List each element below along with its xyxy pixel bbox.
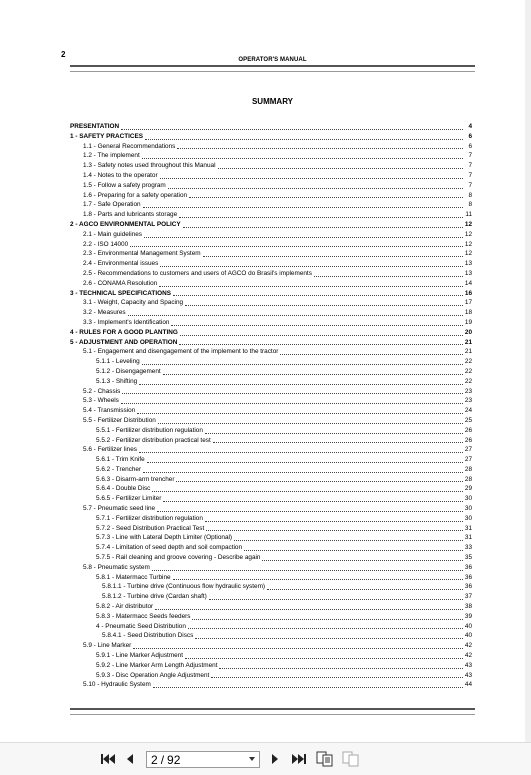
toc-entry-page: 30 <box>464 495 472 503</box>
toc-entry-label: 5.6.1 - Trim Knife <box>96 456 145 464</box>
table-of-contents <box>70 122 472 690</box>
toc-entry <box>70 651 472 661</box>
footer-rule <box>70 708 475 715</box>
toc-leader-dots <box>179 344 463 345</box>
toc-entry-label: 5.6.3 - Disarm-arm trencher <box>96 475 175 483</box>
toc-entry-page: 42 <box>464 642 472 650</box>
toc-entry <box>70 132 472 142</box>
toc-entry-page: 35 <box>464 554 472 562</box>
toc-entry <box>70 426 472 436</box>
toc-leader-dots <box>128 315 463 316</box>
toc-leader-dots <box>160 178 463 179</box>
toc-entry-page: 36 <box>464 583 472 591</box>
toc-entry <box>70 641 472 651</box>
toc-entry <box>70 582 472 592</box>
toc-leader-dots <box>209 599 463 600</box>
toc-entry <box>70 671 472 681</box>
toc-entry-label: 5.8.4.1 - Seed Distribution Discs <box>102 632 194 640</box>
toc-entry <box>70 298 472 308</box>
toc-leader-dots <box>180 335 463 336</box>
toc-entry-label: 5.1 - Engagement and disengagement of the implement to the tractor <box>83 348 279 356</box>
toc-entry-label: 5.2 - Chassis <box>83 387 121 395</box>
toc-leader-dots <box>173 579 463 580</box>
toc-entry-page: 30 <box>464 505 472 513</box>
toc-leader-dots <box>218 168 463 169</box>
toc-entry-page: 31 <box>464 524 472 532</box>
toc-entry-page: 27 <box>464 446 472 454</box>
toc-entry-label: 2.2 - ISO 14000 <box>83 240 129 248</box>
chevron-down-icon[interactable] <box>249 757 255 761</box>
toc-entry <box>70 269 472 279</box>
toc-leader-dots <box>143 472 463 473</box>
toc-entry-label: 2.6 - CONAMA Resolution <box>83 279 158 287</box>
toc-entry-page: 12 <box>464 220 472 228</box>
toc-entry-label: 3 - TECHNICAL SPECIFICATIONS <box>70 289 171 297</box>
toc-leader-dots <box>206 530 463 531</box>
toc-entry-label: 2.5 - Recommendations to customers and users of AGCO do Brasil's implements <box>83 269 312 277</box>
toc-entry-page: 25 <box>464 416 472 424</box>
toc-entry <box>70 181 472 191</box>
toc-entry <box>70 279 472 289</box>
toc-entry-label: 5.8 - Pneumatic system <box>83 563 150 571</box>
toc-entry-page: 26 <box>464 426 472 434</box>
toc-entry <box>70 612 472 622</box>
toc-leader-dots <box>152 491 463 492</box>
current-page-number[interactable]: 2 <box>151 752 158 767</box>
toc-entry-label: 5.5.1 - Fertilizer distribution regulation <box>96 426 203 434</box>
toc-entry <box>70 553 472 563</box>
toc-entry-label: 3.2 - Measures <box>83 309 126 317</box>
toc-leader-dots <box>142 158 463 159</box>
toc-entry-page: 28 <box>464 465 472 473</box>
toc-entry <box>70 240 472 250</box>
toc-entry-label: 2.3 - Environmental Management System <box>83 250 201 258</box>
toc-entry-label: 4 - RULES FOR A GOOD PLANTING <box>70 328 178 336</box>
toc-leader-dots <box>159 286 463 287</box>
toc-leader-dots <box>160 266 463 267</box>
toc-leader-dots <box>314 276 463 277</box>
toc-entry-label: 5.7.1 - Fertilizer distribution regulation <box>96 514 203 522</box>
toc-entry-page: 30 <box>464 514 472 522</box>
toc-entry-page: 18 <box>464 309 472 317</box>
toc-entry <box>70 191 472 201</box>
toc-entry <box>70 347 472 357</box>
toc-entry-page: 19 <box>464 318 472 326</box>
toc-leader-dots <box>121 129 463 130</box>
vertical-scrollbar[interactable] <box>525 0 531 742</box>
toc-entry-page: 26 <box>464 436 472 444</box>
toc-leader-dots <box>195 638 463 639</box>
toc-entry-label: 5.1.1 - Leveling <box>96 358 140 366</box>
toc-leader-dots <box>145 139 463 140</box>
toc-entry <box>70 122 472 132</box>
toc-entry-label: 5.3 - Wheels <box>83 397 119 405</box>
toc-leader-dots <box>142 364 463 365</box>
toc-entry-page: 43 <box>464 661 472 669</box>
toc-entry <box>70 680 472 690</box>
toc-entry <box>70 416 472 426</box>
previous-page-icon[interactable] <box>121 750 139 768</box>
toc-entry-page: 17 <box>464 299 472 307</box>
toc-entry-page: 13 <box>464 260 472 268</box>
toc-leader-dots <box>179 217 463 218</box>
toc-entry <box>70 357 472 367</box>
toc-entry <box>70 436 472 446</box>
toc-entry-page: 16 <box>464 289 472 297</box>
toc-entry-page: 8 <box>468 191 472 199</box>
toc-entry-label: 1.5 - Follow a safety program <box>83 181 166 189</box>
toc-leader-dots <box>219 668 463 669</box>
toc-entry-label: 1.2 - The implement <box>83 152 140 160</box>
toc-entry-page: 7 <box>468 152 472 160</box>
toc-entry-page: 7 <box>468 181 472 189</box>
two-page-view-icon[interactable] <box>342 750 360 768</box>
toc-leader-dots <box>158 423 463 424</box>
page-separator: / <box>160 752 165 767</box>
toc-entry <box>70 631 472 641</box>
running-head: OPERATOR'S MANUAL <box>238 57 307 63</box>
toc-leader-dots <box>163 374 463 375</box>
toc-leader-dots <box>155 609 463 610</box>
page-title: SUMMARY <box>251 97 294 106</box>
toc-leader-dots <box>183 227 463 228</box>
toc-entry-page: 21 <box>464 348 472 356</box>
toc-leader-dots <box>176 481 463 482</box>
toc-entry <box>70 661 472 671</box>
toc-entry-page: 37 <box>464 593 472 601</box>
toc-entry <box>70 396 472 406</box>
toc-entry-label: 5.1.2 - Disengagement <box>96 367 161 375</box>
toc-leader-dots <box>211 677 463 678</box>
toc-entry <box>70 328 472 338</box>
toc-entry-page: 40 <box>464 632 472 640</box>
toc-entry <box>70 592 472 602</box>
toc-leader-dots <box>122 393 463 394</box>
toc-entry <box>70 504 472 514</box>
header-rule <box>70 65 475 72</box>
toc-entry-label: 5.5.2 - Fertilizer distribution practical test <box>96 436 211 444</box>
toc-entry-page: 6 <box>468 142 472 150</box>
toc-leader-dots <box>133 648 463 649</box>
toc-entry-page: 12 <box>464 240 472 248</box>
toc-entry-label: 5.5 - Fertilizer Distribution <box>83 416 156 424</box>
toc-entry-label: 5.9.2 - Line Marker Arm Length Adjustment <box>96 661 218 669</box>
toc-leader-dots <box>171 325 463 326</box>
toc-leader-dots <box>262 560 463 561</box>
toc-entry-label: 5.7.5 - Rail cleaning and groove covering - Describe again <box>96 554 261 562</box>
toc-entry-label: 5.8.2 - Air distributor <box>96 603 154 611</box>
next-page-icon[interactable] <box>266 750 284 768</box>
toc-entry <box>70 524 472 534</box>
toc-leader-dots <box>234 540 463 541</box>
toc-entry-page: 33 <box>464 544 472 552</box>
toc-entry-page: 23 <box>464 397 472 405</box>
toc-leader-dots <box>185 658 463 659</box>
toc-entry-page: 27 <box>464 456 472 464</box>
toc-entry <box>70 602 472 612</box>
toc-leader-dots <box>153 687 463 688</box>
toc-entry-label: 4 - Pneumatic Seed Distribution <box>96 622 186 630</box>
toc-entry <box>70 210 472 220</box>
toc-entry-page: 28 <box>464 475 472 483</box>
toc-entry-page: 4 <box>468 123 472 130</box>
toc-entry <box>70 161 472 171</box>
toc-entry <box>70 406 472 416</box>
document-page <box>10 0 520 742</box>
toc-entry-label: 5.10 - Hydraulic System <box>83 681 151 689</box>
toc-entry <box>70 484 472 494</box>
toc-entry <box>70 573 472 583</box>
toc-entry-label: 1.6 - Preparing for a safety operation <box>83 191 188 199</box>
toc-entry-label: PRESENTATION <box>70 123 120 130</box>
toc-entry-label: 1.1 - General Recommendations <box>83 142 176 150</box>
toc-leader-dots <box>177 148 463 149</box>
toc-entry-label: 5.7.2 - Seed Distribution Practical Test <box>96 524 205 532</box>
toc-entry-label: 2 - AGCO ENVIRONMENTAL POLICY <box>70 220 181 228</box>
toc-entry <box>70 387 472 397</box>
toc-entry-label: 5.8.1.1 - Turbine drive (Continuous flow hydraulic system) <box>102 583 266 591</box>
toc-entry <box>70 220 472 230</box>
toc-entry-page: 22 <box>464 358 472 366</box>
toc-entry <box>70 622 472 632</box>
toc-entry-label: 3.1 - Weight, Capacity and Spacing <box>83 299 184 307</box>
toc-entry-page: 20 <box>464 328 472 336</box>
toc-entry-page: 42 <box>464 652 472 660</box>
toc-entry-page: 11 <box>465 211 472 219</box>
toc-entry <box>70 308 472 318</box>
toc-entry <box>70 543 472 553</box>
toc-entry <box>70 338 472 348</box>
toc-entry <box>70 142 472 152</box>
toc-entry-label: 5.9 - Line Marker <box>83 642 132 650</box>
toc-leader-dots <box>144 237 463 238</box>
page-number: 2 <box>61 50 66 59</box>
toc-entry-label: 1.8 - Parts and lubricants storage <box>83 211 178 219</box>
toc-leader-dots <box>205 433 463 434</box>
toc-entry <box>70 230 472 240</box>
toc-entry-label: 5.7.4 - Limitation of seed depth and soil compaction <box>96 544 243 552</box>
toc-entry <box>70 171 472 181</box>
toc-entry-label: 2.1 - Main guidelines <box>83 230 142 238</box>
toc-entry-label: 3.3 - Implement's Identification <box>83 318 170 326</box>
toc-entry-page: 21 <box>464 338 472 346</box>
toc-entry-page: 24 <box>464 407 472 415</box>
toc-entry <box>70 494 472 504</box>
toc-entry-page: 39 <box>464 612 472 620</box>
toc-leader-dots <box>143 207 463 208</box>
toc-leader-dots <box>139 384 463 385</box>
toc-entry-page: 6 <box>468 132 472 140</box>
toc-entry-label: 1.4 - Notes to the operator <box>83 171 158 179</box>
toc-entry <box>70 455 472 465</box>
toc-entry-label: 5.9.1 - Line Marker Adjustment <box>96 652 184 660</box>
toc-entry-label: 5.6 - Fertilizer lines <box>83 446 137 454</box>
toc-leader-dots <box>205 521 463 522</box>
toc-entry-label: 5.8.1 - Matermacc Turbine <box>96 573 171 581</box>
toc-leader-dots <box>121 403 463 404</box>
first-page-icon[interactable] <box>99 750 117 768</box>
viewer-toolbar <box>0 742 531 775</box>
toc-entry-label: 1 - SAFETY PRACTICES <box>70 132 144 140</box>
toc-leader-dots <box>185 305 463 306</box>
last-page-icon[interactable] <box>290 750 308 768</box>
toc-leader-dots <box>168 188 463 189</box>
toc-entry <box>70 318 472 328</box>
toc-entry-label: 5.7.3 - Line with Lateral Depth Limiter (Optional) <box>96 534 233 542</box>
toc-leader-dots <box>163 501 463 502</box>
toc-leader-dots <box>192 619 463 620</box>
toc-entry-label: 5.9.3 - Disc Operation Angle Adjustment <box>96 671 210 679</box>
toc-entry-label: 1.3 - Safety notes used throughout this Manual <box>83 162 216 170</box>
toc-entry-label: 5.6.5 - Fertilizer Limiter <box>96 495 162 503</box>
toc-leader-dots <box>152 570 463 571</box>
toc-entry <box>70 563 472 573</box>
toc-leader-dots <box>213 442 463 443</box>
toc-leader-dots <box>137 413 463 414</box>
toc-leader-dots <box>139 452 463 453</box>
toc-entry-page: 40 <box>464 622 472 630</box>
toc-entry-label: 5.1.3 - Shifting <box>96 377 138 385</box>
toc-entry-page: 22 <box>464 367 472 375</box>
toc-entry <box>70 445 472 455</box>
toc-leader-dots <box>203 256 463 257</box>
toc-entry-label: 2.4 - Environmental issues <box>83 260 159 268</box>
toc-entry-label: 5.4 - Transmission <box>83 407 136 415</box>
single-page-view-icon[interactable] <box>316 750 334 768</box>
toc-entry-label: 5.6.2 - Trencher <box>96 465 142 473</box>
toc-leader-dots <box>130 246 463 247</box>
toc-entry-label: 1.7 - Safe Operation <box>83 201 141 209</box>
toc-entry <box>70 151 472 161</box>
toc-leader-dots <box>173 295 463 296</box>
toc-entry <box>70 367 472 377</box>
toc-entry <box>70 533 472 543</box>
toc-entry-page: 38 <box>464 603 472 611</box>
toc-entry <box>70 259 472 269</box>
toc-entry-label: 5.6.4 - Double Disc <box>96 485 151 493</box>
toc-entry <box>70 465 472 475</box>
toc-entry-page: 8 <box>468 201 472 209</box>
toc-leader-dots <box>267 589 463 590</box>
toc-entry <box>70 514 472 524</box>
toc-entry-page: 13 <box>464 269 472 277</box>
toc-entry-page: 12 <box>464 230 472 238</box>
toc-entry-page: 36 <box>464 573 472 581</box>
toc-entry-label: 5.8.1.2 - Turbine drive (Cardan shaft) <box>102 593 207 601</box>
toc-entry-page: 12 <box>464 250 472 258</box>
toc-leader-dots <box>189 197 463 198</box>
toc-entry-page: 22 <box>464 377 472 385</box>
toc-entry-label: 5 - ADJUSTMENT AND OPERATION <box>70 338 178 346</box>
toc-entry <box>70 289 472 299</box>
toc-entry <box>70 249 472 259</box>
total-pages: 92 <box>167 752 181 767</box>
toc-entry-page: 7 <box>468 171 472 179</box>
toc-entry-page: 43 <box>464 671 472 679</box>
page-number-selector[interactable] <box>146 751 260 768</box>
toc-leader-dots <box>244 550 463 551</box>
toc-entry-page: 36 <box>464 563 472 571</box>
toc-entry-page: 29 <box>464 485 472 493</box>
toc-entry <box>70 377 472 387</box>
toc-entry-page: 14 <box>464 279 472 287</box>
toc-leader-dots <box>147 462 463 463</box>
toc-entry-page: 31 <box>464 534 472 542</box>
toc-entry-label: 5.8.3 - Matermacc Seeds feeders <box>96 612 191 620</box>
toc-entry-page: 7 <box>468 162 472 170</box>
toc-entry <box>70 200 472 210</box>
toc-entry-page: 44 <box>464 681 472 689</box>
toc-entry-page: 23 <box>464 387 472 395</box>
toc-leader-dots <box>280 354 463 355</box>
toc-entry <box>70 475 472 485</box>
toc-leader-dots <box>188 628 463 629</box>
toc-leader-dots <box>157 511 463 512</box>
toc-entry-label: 5.7 - Pneumatic seed line <box>83 505 156 513</box>
